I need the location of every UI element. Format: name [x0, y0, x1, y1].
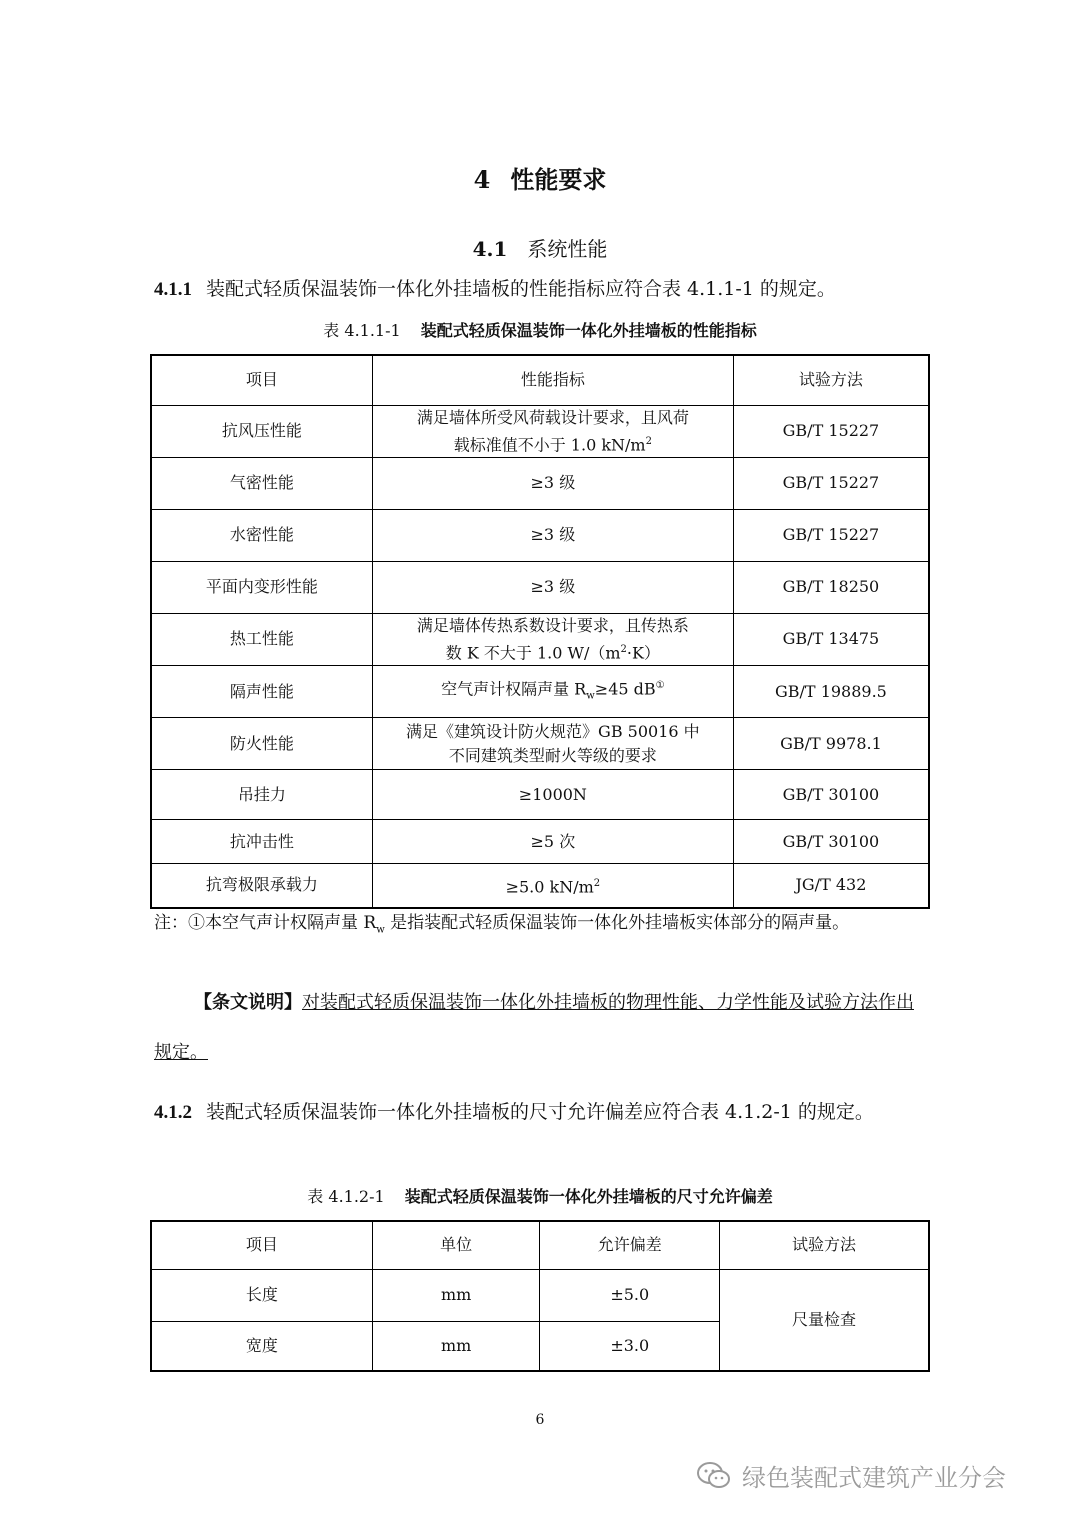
requirement-cell — [372, 613, 733, 665]
method-cell: GB/T 30100 — [733, 770, 929, 820]
item-cell: 长度 — [151, 1269, 372, 1321]
requirement-cell: ≥3 级 — [372, 509, 733, 561]
method-cell: GB/T 15227 — [733, 509, 929, 561]
section-title-text: 系统性能 — [527, 237, 608, 261]
method-cell: GB/T 30100 — [733, 820, 929, 864]
watermark-text: 绿色装配式建筑产业分会 — [742, 1464, 1006, 1492]
subscript: w — [376, 924, 385, 936]
table-row — [151, 666, 929, 718]
superscript: 2 — [593, 877, 601, 889]
item-cell: 宽度 — [151, 1321, 372, 1371]
method-cell: GB/T 19889.5 — [733, 666, 929, 718]
item-cell: 抗弯极限承载力 — [151, 864, 372, 908]
table-header-row — [151, 355, 929, 405]
header-cell: 单位 — [372, 1221, 540, 1269]
req-text: 空气声计权隔声量 R — [441, 679, 587, 699]
header-cell: 性能指标 — [372, 355, 733, 405]
req-line: 满足墙体所受风荷载设计要求，且风荷 — [416, 407, 689, 427]
table2-caption-title: 装配式轻质保温装饰一体化外挂墙板的尺寸允许偏差 — [404, 1187, 773, 1206]
method-cell: GB/T 15227 — [733, 457, 929, 509]
page-number: 6 — [535, 1412, 545, 1428]
req-line: 不同建筑类型耐火等级的要求 — [448, 745, 657, 765]
watermark — [696, 1458, 1006, 1493]
method-cell: GB/T 15227 — [733, 405, 929, 457]
unit-cell: mm — [372, 1321, 540, 1371]
tolerance-table — [150, 1220, 930, 1372]
req-text: ≥45 dB — [594, 679, 656, 699]
tolerance-cell: ±5.0 — [540, 1269, 720, 1321]
item-cell: 防火性能 — [151, 718, 372, 770]
clause-explanation — [154, 978, 930, 1078]
table1-caption-title: 装配式轻质保温装饰一体化外挂墙板的性能指标 — [420, 321, 757, 340]
table-header-row — [151, 1221, 929, 1269]
req-text: ≥5.0 kN/m — [505, 877, 594, 897]
method-cell: GB/T 9978.1 — [733, 718, 929, 770]
clause-number: 4.1.1 — [154, 279, 192, 300]
header-cell: 试验方法 — [733, 355, 929, 405]
note-text: 注：①本空气声计权隔声量 R — [154, 913, 377, 933]
table-note — [154, 905, 930, 948]
note-text: 是指装配式轻质保温装饰一体化外挂墙板实体部分的隔声量。 — [384, 913, 850, 933]
table-row — [151, 457, 929, 509]
method-cell: GB/T 13475 — [733, 613, 929, 665]
req-line: 数 K 不大于 1.0 W/（m — [445, 643, 621, 663]
req-line: 载标准值不小于 1.0 kN/m — [453, 434, 646, 454]
requirement-cell: ≥1000N — [372, 770, 733, 820]
explanation-body: 对装配式轻质保温装饰一体化外挂墙板的物理性能、力学性能及试验方法作出规定。 — [154, 992, 914, 1063]
chapter-number: 4 — [473, 165, 491, 194]
clause-text: 装配式轻质保温装饰一体化外挂墙板的尺寸允许偏差应符合表 4.1.2-1 的规定。 — [206, 1101, 874, 1123]
header-cell: 项目 — [151, 1221, 372, 1269]
explanation-tag: 【条文说明】 — [194, 992, 302, 1013]
header-cell: 项目 — [151, 355, 372, 405]
req-line: 满足《建筑设计防火规范》GB 50016 中 — [406, 721, 700, 741]
item-cell: 平面内变形性能 — [151, 561, 372, 613]
method-cell: GB/T 18250 — [733, 561, 929, 613]
chapter-title — [0, 160, 1080, 195]
superscript: 2 — [620, 643, 627, 655]
item-cell: 抗冲击性 — [151, 820, 372, 864]
req-line: ·K） — [626, 643, 660, 663]
table2-caption-number: 表 4.1.2-1 — [307, 1187, 385, 1206]
table-row — [151, 820, 929, 864]
header-cell: 允许偏差 — [540, 1221, 720, 1269]
item-cell: 隔声性能 — [151, 666, 372, 718]
clause-text: 装配式轻质保温装饰一体化外挂墙板的性能指标应符合表 4.1.1-1 的规定。 — [206, 278, 836, 300]
item-cell: 热工性能 — [151, 613, 372, 665]
footnote-marker: ① — [655, 680, 665, 692]
item-cell: 抗风压性能 — [151, 405, 372, 457]
table-row — [151, 770, 929, 820]
section-number: 4.1 — [472, 237, 508, 261]
table1-caption-number: 表 4.1.1-1 — [323, 321, 401, 340]
table2-caption — [0, 1184, 1080, 1207]
tolerance-cell: ±3.0 — [540, 1321, 720, 1371]
method-cell: JG/T 432 — [733, 864, 929, 908]
method-cell: 尺量检查 — [720, 1269, 929, 1371]
section-title — [0, 233, 1080, 262]
item-cell: 吊挂力 — [151, 770, 372, 820]
performance-table — [150, 354, 930, 909]
table1-caption — [0, 318, 1080, 341]
wechat-icon — [696, 1461, 732, 1491]
item-cell: 水密性能 — [151, 509, 372, 561]
table-row — [151, 405, 929, 457]
requirement-cell: ≥5 次 — [372, 820, 733, 864]
table-row — [151, 718, 929, 770]
requirement-cell: ≥3 级 — [372, 457, 733, 509]
subscript: w — [586, 690, 595, 702]
item-cell: 气密性能 — [151, 457, 372, 509]
requirement-cell — [372, 864, 733, 908]
requirement-cell — [372, 405, 733, 457]
chapter-title-text: 性能要求 — [510, 165, 607, 194]
superscript: 2 — [645, 435, 652, 447]
table-row — [151, 613, 929, 665]
table-row — [151, 509, 929, 561]
req-line: 满足墙体传热系数设计要求，且传热系 — [416, 615, 689, 635]
requirement-cell — [372, 718, 733, 770]
unit-cell: mm — [372, 1269, 540, 1321]
table-row — [151, 1269, 929, 1321]
requirement-cell: ≥3 级 — [372, 561, 733, 613]
table-row — [151, 864, 929, 908]
clause-4-1-2 — [154, 1090, 930, 1135]
requirement-cell — [372, 666, 733, 718]
table-row — [151, 561, 929, 613]
clause-4-1-1 — [154, 267, 930, 312]
clause-number: 4.1.2 — [154, 1102, 192, 1123]
header-cell: 试验方法 — [720, 1221, 929, 1269]
